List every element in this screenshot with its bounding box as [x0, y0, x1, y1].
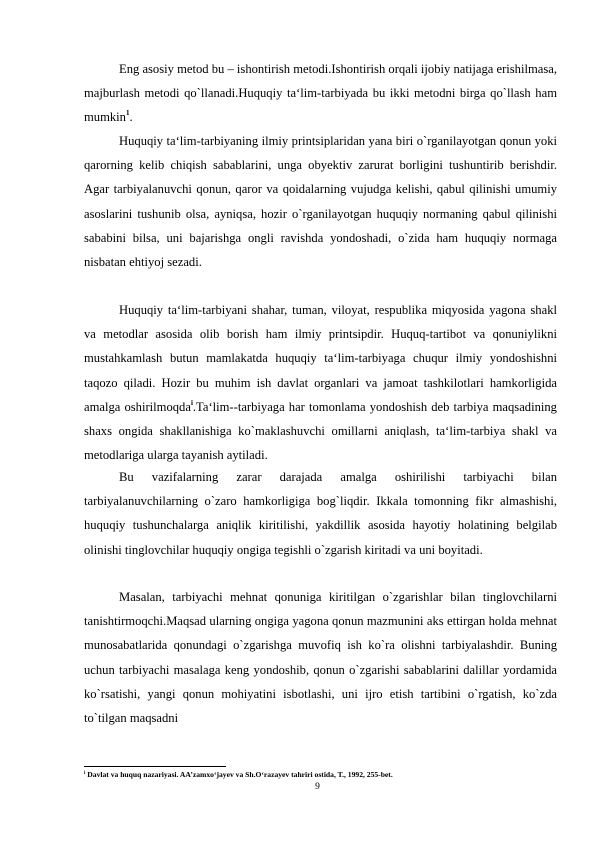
paragraph-2 — [84, 129, 557, 274]
paragraph-1-tail: . — [129, 110, 133, 125]
paragraph-1 — [84, 57, 557, 130]
paragraph-3-tail: .Ta‘lim--tarbiyaga har tomonlama yondoshish deb tarbiya maqsadining shaxs ongida shakllanishiga ko`maklashuvchi omillarni aniqlash, ta‘lim-tarbiya shakl va metodlariga ularga tayanish aytiladi. — [84, 399, 557, 463]
footnote-text: Davlat va huquq nazariyasi. AA’zamxo‘jayev va Sh.O‘razayev tahriri ostida, T., 1992, 255-bet. — [87, 770, 393, 779]
footnote-ref[interactable]: i — [190, 398, 193, 407]
footnote-divider — [84, 766, 226, 767]
paragraph-4-text: Bu vazifalarning zarar darajada amalga oshirilishi tarbiyachi bilan tarbiyalanuvchilarning o`zaro hamkorligiga bog`liqdir. Ikkala tomonning fikr almashishi, huquqiy tushunchalarga aniqlik kiritilishi, yakdillik asosida hayotiy holatining belgilab olinishi tinglovchilar huquqiy ongiga tegishli o`zgarish kiritadi va uni boyitadi. — [84, 470, 557, 557]
paragraph-3-text: Huquqiy ta‘lim-tarbiyani shahar, tuman, viloyat, respublika miqyosida yagona shakl va metodlar asosida olib borish ham ilmiy printsipdir. Huquq-tartibot va qonuniylikni mustahkamlash butun mamlakatda huquqiy ta‘lim-tarbiyaga chuqur ilmiy yondoshishni taqozo qiladi. Hozir bu muhim ish davlat organlari va jamoat tashkilotlari hamkorligida amalga oshirilmoqda — [84, 303, 557, 414]
paragraph-2-text: Huquqiy ta‘lim-tarbiyaning ilmiy printsiplaridan yana biri o`rganilayotgan qonun yoki qarorning kelib chiqish sabablarini, unga obyektiv zarurat borligini tushuntirib berishdir. Agar tarbiyalanuvchi qonun, qaror va qoidalarning vujudga kelishi, qabul qilinishi umumiy asoslarini tushunib olsa, ayniqsa, hozir o`rganilayotgan huquqiy normaning qabul qilinishi sababini bilsa, uni bajarishga ongli ravishda yondoshadi, o`zida ham huquqiy normaga nisbatan ehtiyoj sezadi. — [84, 134, 557, 270]
footnote-mark: i — [84, 771, 86, 776]
footnote — [84, 770, 557, 780]
footnote-ref[interactable]: 1 — [125, 109, 130, 118]
paragraph-4 — [84, 465, 557, 562]
page-number: 9 — [315, 782, 320, 792]
paragraph-5-text: Masalan, tarbiyachi mehnat qonuniga kiritilgan o`zgarishlar bilan tinglovchilarni tanishtirmoqchi.Maqsad ularning ongiga yagona qonun mazmunini aks ettirgan holda mehnat munosabatlarida qonundagi o`zgarishga muvofiq ish ko`ra olishni tarbiyalashdir. Buning uchun tarbiyachi masalaga keng yondoshib, qonun o`zgarishi sabablarini dalillar yordamida ko`rsatishi, yangi qonun mohiyatini isbotlashi, uni ijro etish tartibini o`rgatish, ko`zda to`tilgan maqsadni — [84, 590, 557, 726]
paragraph-1-text: Eng asosiy metod bu – ishontirish metodi.Ishontirish orqali ijobiy natijaga erishilmasa, majburlash metodi qo`llanadi.Huquqiy ta‘lim-tarbiyada bu ikki metodni birga qo`llash ham mumkin — [84, 62, 557, 125]
paragraph-5 — [84, 585, 557, 730]
paragraph-3 — [84, 298, 557, 467]
